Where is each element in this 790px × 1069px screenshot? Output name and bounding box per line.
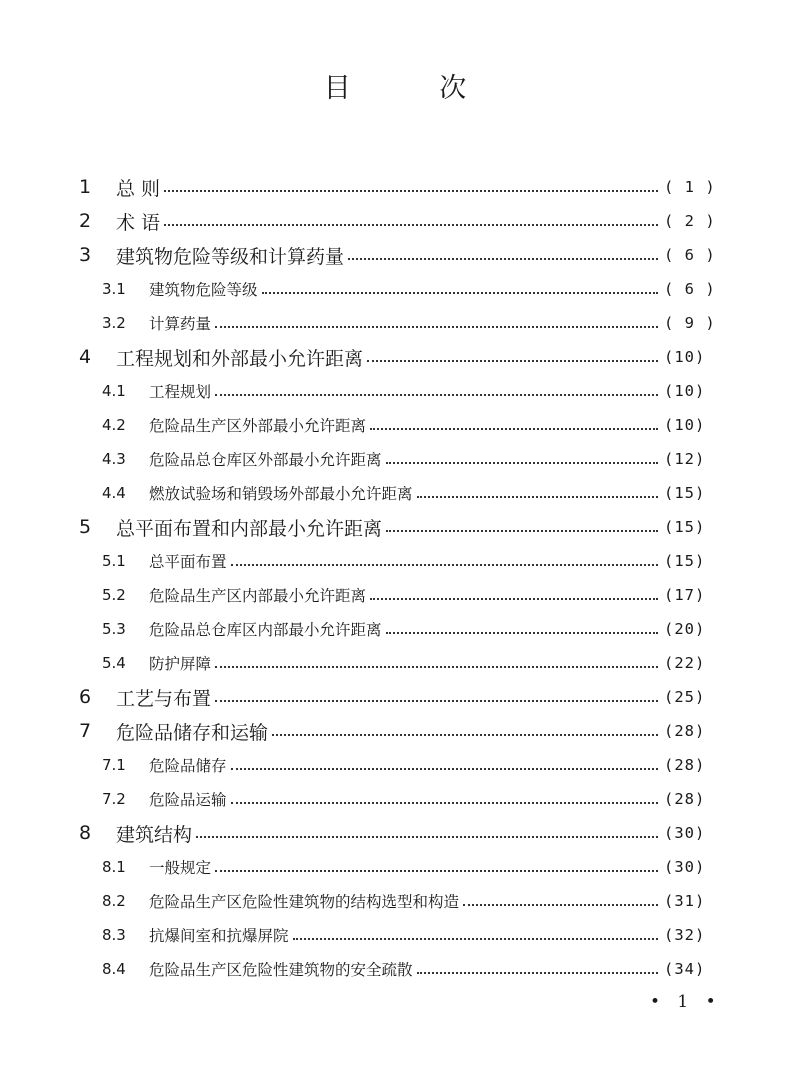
dot-leader <box>463 904 658 906</box>
toc-entry-number: 3.1 <box>102 280 126 298</box>
toc-chapter-entry[interactable] <box>0 340 790 374</box>
toc-section-entry[interactable] <box>0 918 790 952</box>
toc-entry-title: 危险品总仓库区内部最小允许距离 <box>149 621 382 639</box>
toc-entry-number: 8 <box>79 822 92 844</box>
toc-entry-number: 8.3 <box>102 926 126 944</box>
toc-chapter-entry[interactable] <box>0 238 790 272</box>
toc-section-entry[interactable] <box>0 306 790 340</box>
dot-leader <box>164 190 658 192</box>
toc-entry-page: (12) <box>664 450 706 468</box>
toc-entry-page: (25) <box>664 688 706 706</box>
toc-entry-title: 危险品生产区危险性建筑物的结构选型和构造 <box>149 893 460 911</box>
toc-section-entry[interactable] <box>0 748 790 782</box>
dot-leader <box>293 938 658 940</box>
toc-section-entry[interactable] <box>0 782 790 816</box>
dot-leader <box>231 768 658 770</box>
toc-entry-number: 4 <box>79 346 92 368</box>
toc-section-entry[interactable] <box>0 578 790 612</box>
toc-entry-title: 危险品运输 <box>149 791 227 809</box>
toc-entry-page: (15) <box>664 518 706 536</box>
toc-entry-title: 建筑物危险等级和计算药量 <box>116 245 345 268</box>
toc-entry-page: ( 6 ) <box>664 246 716 264</box>
toc-entry-number: 4.4 <box>102 484 126 502</box>
toc-section-entry[interactable] <box>0 408 790 442</box>
toc-entry-number: 8.4 <box>102 960 126 978</box>
toc-entry-title: 防护屏障 <box>149 655 212 673</box>
dot-leader <box>215 326 658 328</box>
toc-entry-number: 1 <box>79 176 92 198</box>
dot-leader <box>386 462 658 464</box>
toc-entry-number: 6 <box>79 686 92 708</box>
toc-section-entry[interactable] <box>0 952 790 986</box>
toc-entry-page: (31) <box>664 892 706 910</box>
toc-entry-title: 工艺与布置 <box>116 687 212 710</box>
toc-entry-page: (32) <box>664 926 706 944</box>
toc-entry-title: 危险品生产区危险性建筑物的安全疏散 <box>149 961 413 979</box>
toc-section-entry[interactable] <box>0 272 790 306</box>
toc-entry-page: (15) <box>664 552 706 570</box>
toc-chapter-entry[interactable] <box>0 680 790 714</box>
dot-leader <box>367 360 658 362</box>
toc-entry-page: (28) <box>664 722 706 740</box>
toc-entry-number: 5.3 <box>102 620 126 638</box>
page-title: 目 次 <box>323 73 507 104</box>
toc-section-entry[interactable] <box>0 374 790 408</box>
toc-entry-page: (28) <box>664 790 706 808</box>
dot-leader <box>370 428 658 430</box>
dot-leader <box>196 836 658 838</box>
dot-leader <box>417 972 658 974</box>
toc-entry-page: (34) <box>664 960 706 978</box>
toc-chapter-entry[interactable] <box>0 510 790 544</box>
toc-entry-number: 4.2 <box>102 416 126 434</box>
dot-leader <box>348 258 658 260</box>
toc-entry-page: (30) <box>664 824 706 842</box>
toc-entry-page: (28) <box>664 756 706 774</box>
toc-section-entry[interactable] <box>0 646 790 680</box>
toc-section-entry[interactable] <box>0 612 790 646</box>
toc-section-entry[interactable] <box>0 476 790 510</box>
toc-entry-title: 建筑物危险等级 <box>149 281 258 299</box>
dot-leader <box>215 394 658 396</box>
dot-leader <box>215 700 658 702</box>
toc-entry-title: 工程规划和外部最小允许距离 <box>116 347 364 370</box>
dot-leader <box>164 224 658 226</box>
dot-leader <box>272 734 658 736</box>
toc-entry-number: 2 <box>79 210 92 232</box>
toc-entry-number: 5.2 <box>102 586 126 604</box>
toc-section-entry[interactable] <box>0 442 790 476</box>
toc-entry-title: 抗爆间室和抗爆屏院 <box>149 927 289 945</box>
toc-entry-page: (22) <box>664 654 706 672</box>
dot-leader <box>386 530 658 532</box>
toc-entry-number: 7.1 <box>102 756 126 774</box>
toc-entry-number: 8.1 <box>102 858 126 876</box>
dot-leader <box>215 666 658 668</box>
toc-chapter-entry[interactable] <box>0 204 790 238</box>
toc-entry-number: 5.1 <box>102 552 126 570</box>
dot-leader <box>370 598 658 600</box>
toc-entry-title: 总 则 <box>116 177 161 200</box>
toc-entry-title: 总平面布置 <box>149 553 227 571</box>
toc-chapter-entry[interactable] <box>0 816 790 850</box>
toc-entry-page: ( 6 ) <box>664 280 716 298</box>
toc-entry-title: 燃放试验场和销毁场外部最小允许距离 <box>149 485 413 503</box>
toc-entry-number: 3 <box>79 244 92 266</box>
toc-entry-page: ( 2 ) <box>664 212 716 230</box>
toc-entry-number: 5.4 <box>102 654 126 672</box>
toc-entry-page: (20) <box>664 620 706 638</box>
toc-section-entry[interactable] <box>0 544 790 578</box>
toc-entry-title: 计算药量 <box>149 315 212 333</box>
toc-entry-title: 工程规划 <box>149 383 212 401</box>
toc-entry-title: 危险品总仓库区外部最小允许距离 <box>149 451 382 469</box>
toc-chapter-entry[interactable] <box>0 170 790 204</box>
toc-entry-page: (10) <box>664 382 706 400</box>
dot-leader <box>262 292 658 294</box>
toc-entry-title: 危险品储存 <box>149 757 227 775</box>
toc-section-entry[interactable] <box>0 850 790 884</box>
toc-chapter-entry[interactable] <box>0 714 790 748</box>
toc-entry-title: 一般规定 <box>149 859 212 877</box>
toc-entry-page: ( 9 ) <box>664 314 716 332</box>
toc-entry-number: 7.2 <box>102 790 126 808</box>
toc-entry-number: 3.2 <box>102 314 126 332</box>
page-number: • 1 • <box>650 992 722 1012</box>
toc-entry-number: 4.1 <box>102 382 126 400</box>
toc-entry-page: (17) <box>664 586 706 604</box>
toc-entry-title: 总平面布置和内部最小允许距离 <box>116 517 383 540</box>
toc-entry-title: 建筑结构 <box>116 823 193 846</box>
toc-entry-page: (30) <box>664 858 706 876</box>
toc-entry-title: 危险品储存和运输 <box>116 721 269 744</box>
toc-entry-title: 危险品生产区内部最小允许距离 <box>149 587 367 605</box>
dot-leader <box>231 564 658 566</box>
toc-entry-number: 8.2 <box>102 892 126 910</box>
toc-entry-page: (10) <box>664 416 706 434</box>
toc-entry-number: 4.3 <box>102 450 126 468</box>
toc-entry-title: 危险品生产区外部最小允许距离 <box>149 417 367 435</box>
dot-leader <box>215 870 658 872</box>
dot-leader <box>386 632 658 634</box>
toc-section-entry[interactable] <box>0 884 790 918</box>
toc-entry-number: 7 <box>79 720 92 742</box>
dot-leader <box>417 496 658 498</box>
toc-entry-page: ( 1 ) <box>664 178 716 196</box>
toc-entry-number: 5 <box>79 516 92 538</box>
dot-leader <box>231 802 658 804</box>
toc-entry-title: 术 语 <box>116 211 161 234</box>
toc-entry-page: (10) <box>664 348 706 366</box>
toc-entry-page: (15) <box>664 484 706 502</box>
